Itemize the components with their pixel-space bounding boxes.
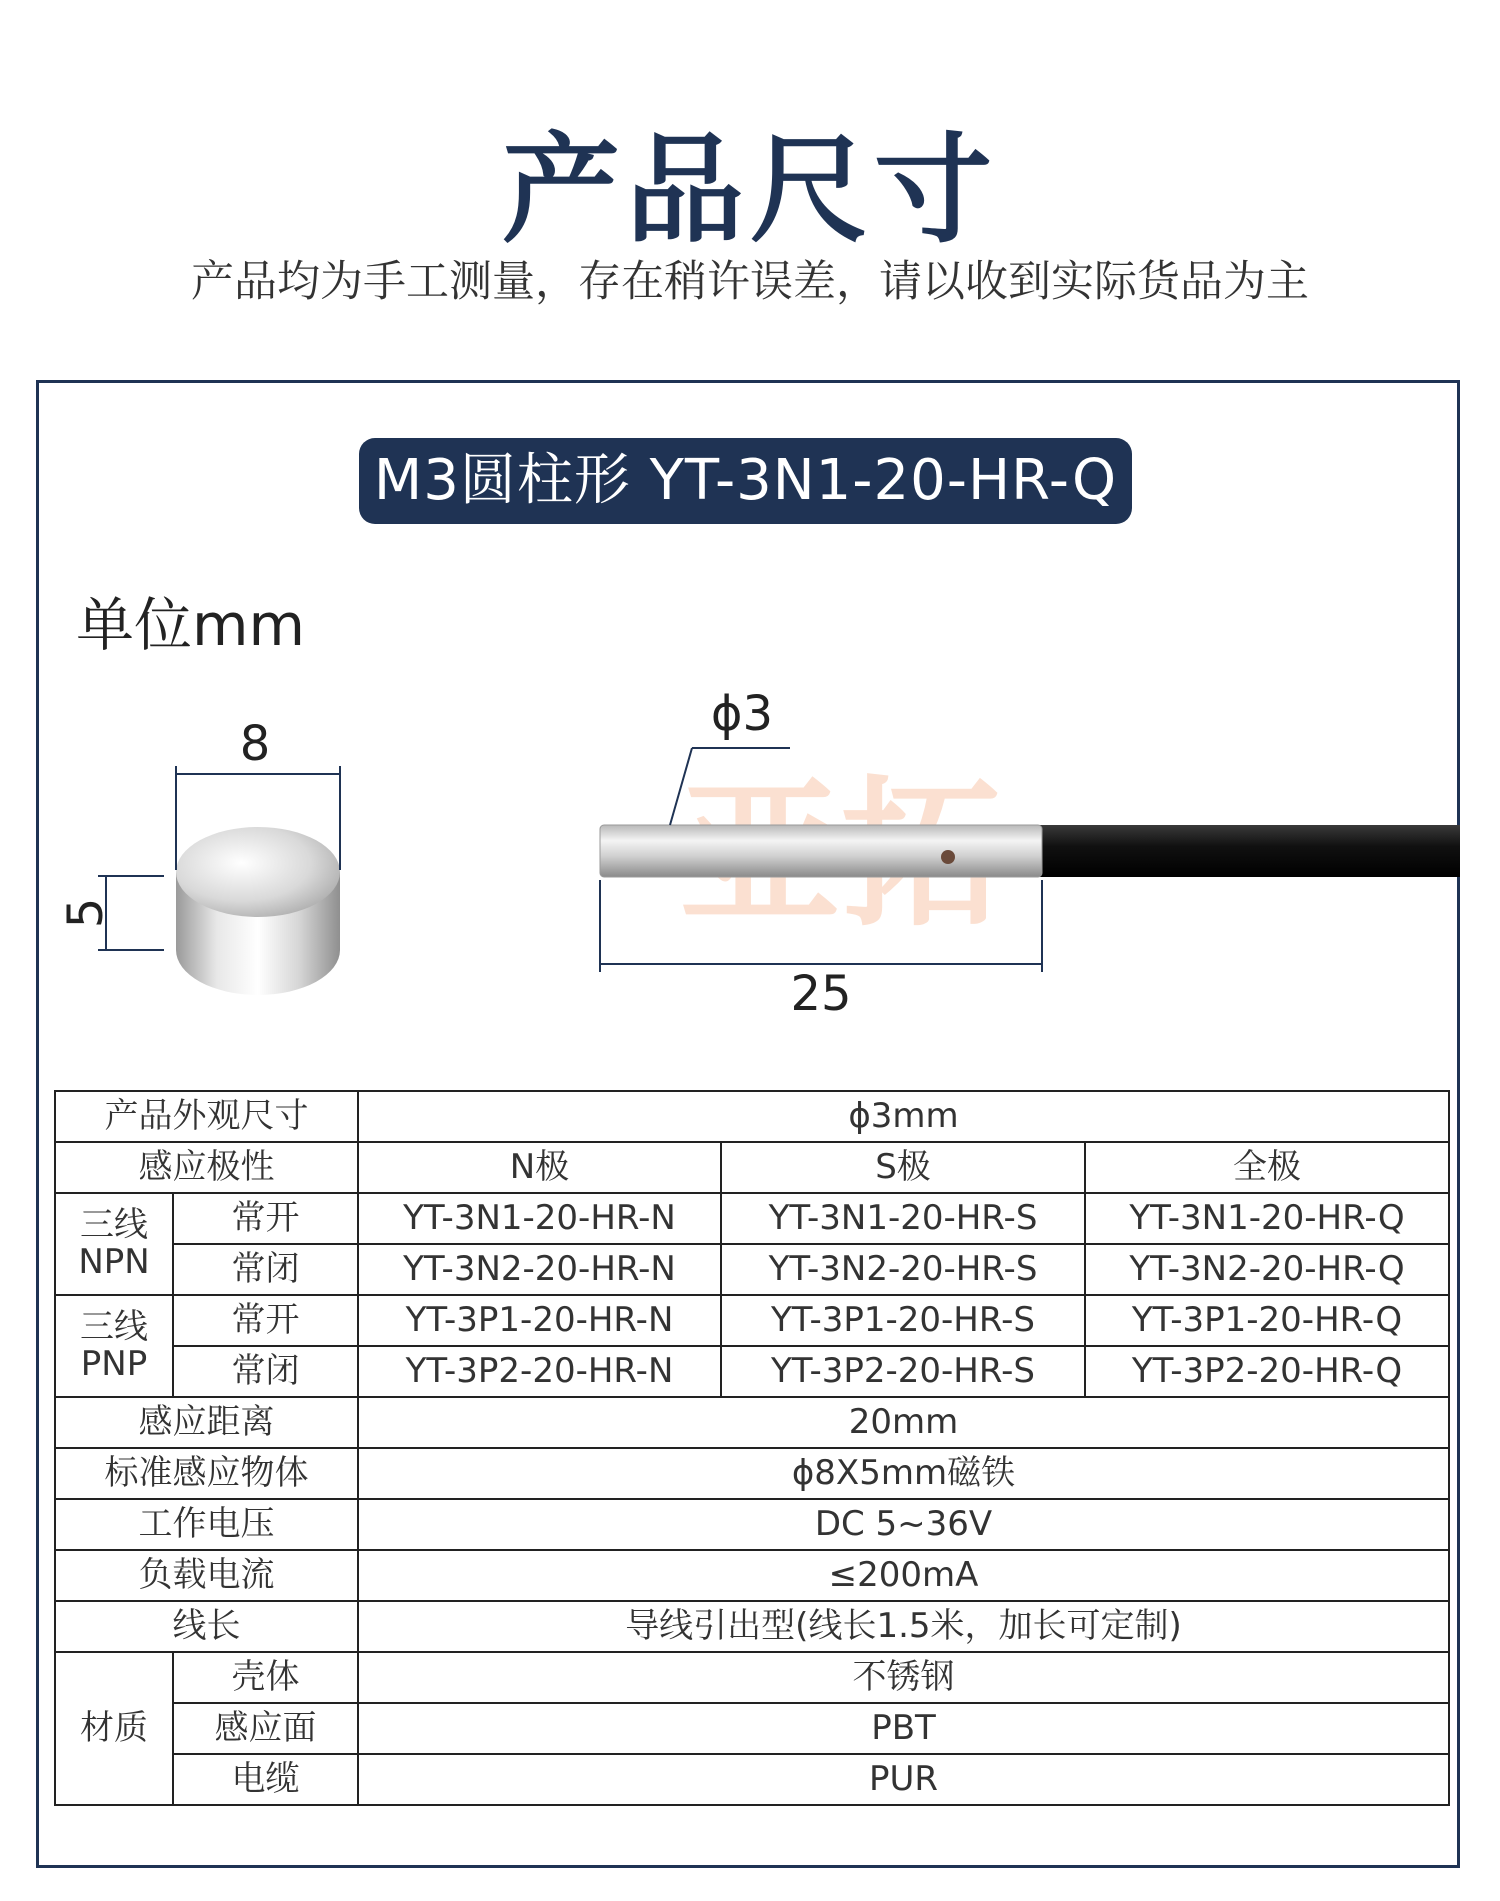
shell-value: 不锈钢 bbox=[358, 1652, 1449, 1703]
table-row bbox=[55, 1397, 1449, 1448]
table-row bbox=[55, 1244, 1449, 1295]
table-cell: YT-3P2-20-HR-S bbox=[721, 1346, 1085, 1397]
magnet-height-label: 5 bbox=[58, 897, 114, 929]
table-row bbox=[55, 1652, 1449, 1703]
target-value: ϕ8X5mm磁铁 bbox=[358, 1448, 1449, 1499]
wire-value: PUR bbox=[358, 1754, 1449, 1805]
cable-label: 线长 bbox=[55, 1601, 358, 1652]
distance-label: 感应距离 bbox=[55, 1397, 358, 1448]
table-row bbox=[55, 1601, 1449, 1652]
table-row bbox=[55, 1448, 1449, 1499]
npn-label-line1: 三线 bbox=[80, 1204, 148, 1245]
pnp-label-line2: PNP bbox=[80, 1344, 148, 1384]
target-label: 标准感应物体 bbox=[55, 1448, 358, 1499]
pnp-no-label: 常开 bbox=[173, 1295, 358, 1346]
current-value: ≤200mA bbox=[358, 1550, 1449, 1601]
polarity-n: N极 bbox=[358, 1142, 721, 1193]
table-row bbox=[55, 1091, 1449, 1142]
pnp-label bbox=[55, 1295, 173, 1397]
npn-label bbox=[55, 1193, 173, 1295]
shell-label: 壳体 bbox=[173, 1652, 358, 1703]
pnp-nc-label: 常闭 bbox=[173, 1346, 358, 1397]
size-label: 产品外观尺寸 bbox=[55, 1091, 358, 1142]
table-cell: YT-3P1-20-HR-S bbox=[721, 1295, 1085, 1346]
table-cell: YT-3P2-20-HR-Q bbox=[1085, 1346, 1449, 1397]
voltage-value: DC 5~36V bbox=[358, 1499, 1449, 1550]
sensor-probe-illustration bbox=[600, 825, 1460, 877]
table-row bbox=[55, 1703, 1449, 1754]
spec-table bbox=[54, 1090, 1450, 1806]
pnp-label-line1: 三线 bbox=[80, 1306, 148, 1347]
probe-length-label: 25 bbox=[790, 966, 852, 1022]
face-value: PBT bbox=[358, 1703, 1449, 1754]
polarity-all: 全极 bbox=[1085, 1142, 1449, 1193]
face-label: 感应面 bbox=[173, 1703, 358, 1754]
table-row bbox=[55, 1499, 1449, 1550]
table-cell: YT-3N1-20-HR-Q bbox=[1085, 1193, 1449, 1244]
page-title: 产品尺寸 bbox=[501, 121, 998, 259]
magnet-illustration bbox=[176, 827, 340, 995]
voltage-label: 工作电压 bbox=[55, 1499, 358, 1550]
distance-value: 20mm bbox=[358, 1397, 1449, 1448]
table-cell: YT-3N2-20-HR-S bbox=[721, 1244, 1085, 1295]
table-row bbox=[55, 1550, 1449, 1601]
polarity-s: S极 bbox=[721, 1142, 1085, 1193]
polarity-label: 感应极性 bbox=[55, 1142, 358, 1193]
current-label: 负载电流 bbox=[55, 1550, 358, 1601]
npn-no-label: 常开 bbox=[173, 1193, 358, 1244]
magnet-width-label: 8 bbox=[239, 716, 271, 772]
npn-label-line2: NPN bbox=[78, 1242, 150, 1282]
table-cell: YT-3N1-20-HR-S bbox=[721, 1193, 1085, 1244]
cable-value: 导线引出型(线长1.5米，加长可定制) bbox=[358, 1601, 1449, 1652]
probe-diameter-label: ϕ3 bbox=[710, 686, 774, 742]
table-row bbox=[55, 1754, 1449, 1805]
wire-label: 电缆 bbox=[173, 1754, 358, 1805]
material-label: 材质 bbox=[55, 1652, 173, 1805]
table-cell: YT-3N2-20-HR-Q bbox=[1085, 1244, 1449, 1295]
page-subtitle: 产品均为手工测量，存在稍许误差，请以收到实际货品为主 bbox=[191, 257, 1309, 307]
table-row bbox=[55, 1295, 1449, 1346]
table-row bbox=[55, 1142, 1449, 1193]
model-badge: M3圆柱形 YT-3N1-20-HR-Q bbox=[359, 438, 1132, 524]
table-cell: YT-3P2-20-HR-N bbox=[358, 1346, 721, 1397]
size-value: ϕ3mm bbox=[358, 1091, 1449, 1142]
table-row bbox=[55, 1346, 1449, 1397]
table-cell: YT-3P1-20-HR-N bbox=[358, 1295, 721, 1346]
table-cell: YT-3N2-20-HR-N bbox=[358, 1244, 721, 1295]
table-cell: YT-3P1-20-HR-Q bbox=[1085, 1295, 1449, 1346]
table-row bbox=[55, 1193, 1449, 1244]
npn-nc-label: 常闭 bbox=[173, 1244, 358, 1295]
table-cell: YT-3N1-20-HR-N bbox=[358, 1193, 721, 1244]
unit-label: 单位mm bbox=[76, 591, 305, 659]
